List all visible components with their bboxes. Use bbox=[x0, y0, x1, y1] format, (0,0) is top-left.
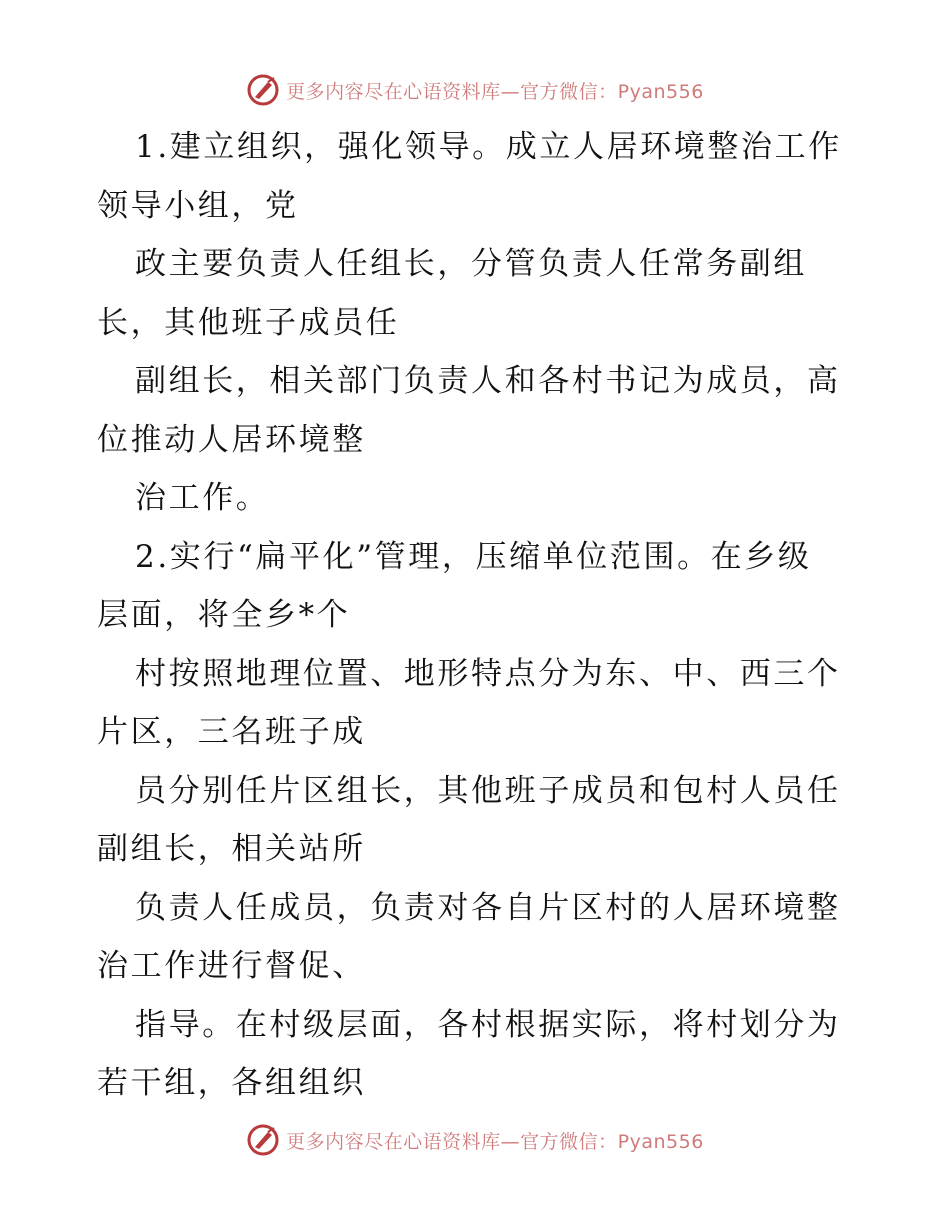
header-watermark bbox=[0, 70, 950, 110]
text-line: 指导。在村级层面，各村根据实际，将村划分为 bbox=[135, 1006, 841, 1043]
text-line: 治工作。 bbox=[135, 480, 270, 516]
text-line: 长，其他班子成员任 bbox=[97, 304, 400, 341]
text-line: 负责人任成员，负责对各自片区村的人居环境整 bbox=[135, 889, 841, 926]
text-line: 片区，三名班子成 bbox=[97, 714, 366, 750]
text-line: 若干组，各组组织 bbox=[97, 1065, 366, 1101]
text-line: 政主要负责人任组长，分管负责人任常务副组 bbox=[135, 246, 807, 282]
quill-circle-icon bbox=[246, 73, 280, 107]
footer-watermark bbox=[0, 1120, 950, 1160]
text-line: 2.实行“扁平化”管理，压缩单位范围。在乡级 bbox=[135, 538, 812, 575]
text-line: 1.建立组织，强化领导。成立人居环境整治工作 bbox=[135, 129, 842, 165]
text-line: 副组长，相关站所 bbox=[97, 831, 366, 867]
text-line: 位推动人居环境整 bbox=[97, 421, 366, 458]
text-line: 员分别任片区组长，其他班子成员和包村人员任 bbox=[135, 772, 841, 809]
document-body bbox=[97, 118, 857, 1113]
text-line: 层面，将全乡*个 bbox=[97, 597, 351, 633]
watermark-text: 更多内容尽在心语资料库—官方微信：Pyan556 bbox=[286, 1130, 704, 1153]
text-line: 领导小组，党 bbox=[97, 187, 299, 224]
text-line: 村按照地理位置、地形特点分为东、中、西三个 bbox=[135, 655, 841, 692]
quill-circle-icon bbox=[246, 1123, 280, 1157]
watermark-text: 更多内容尽在心语资料库—官方微信：Pyan556 bbox=[286, 80, 704, 103]
text-line: 治工作进行督促、 bbox=[97, 948, 366, 984]
text-line: 副组长，相关部门负责人和各村书记为成员，高 bbox=[135, 363, 841, 399]
